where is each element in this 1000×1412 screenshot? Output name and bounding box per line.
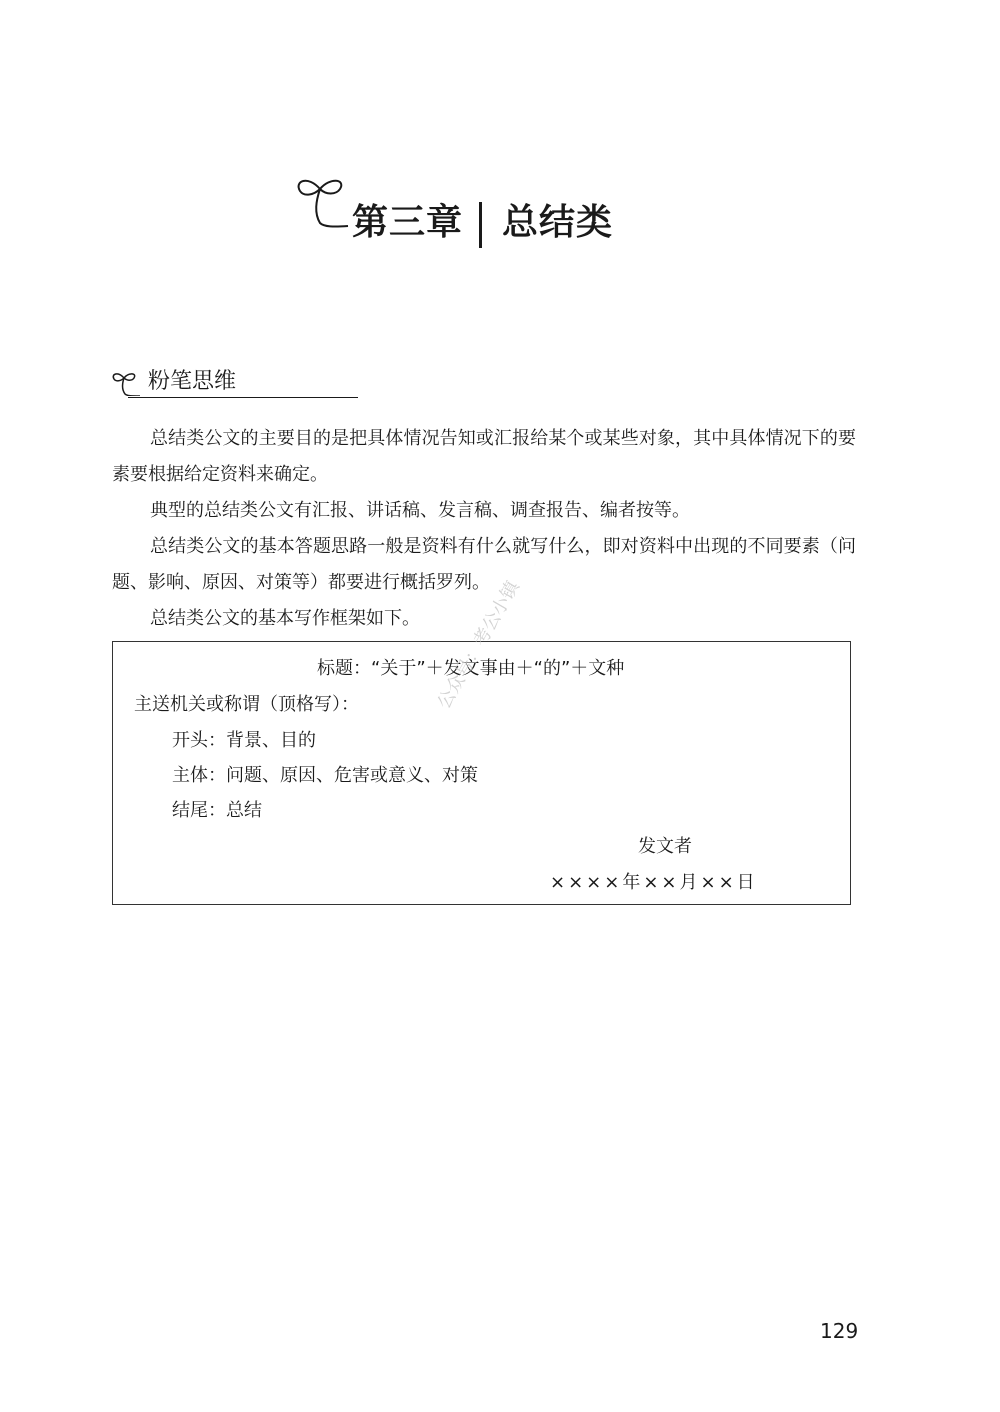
- paragraph: 总结类公文的基本答题思路一般是资料有什么就写什么，即对资料中出现的不同要素（问题、影响、原因、对策等）都要进行概括罗列。: [112, 536, 856, 593]
- framework-main: 主体：问题、原因、危害或意义、对策: [172, 765, 478, 786]
- framework-date: ××××年××月××日: [550, 872, 758, 893]
- section-heading: [110, 366, 250, 400]
- chapter-title: 总结类: [502, 202, 614, 243]
- section-title: 粉笔思维: [148, 369, 237, 394]
- paragraph: 典型的总结类公文有汇报、讲话稿、发言稿、调查报告、编者按等。: [150, 500, 690, 521]
- framework-box: [112, 641, 851, 905]
- framework-title: 标题：“关于”＋发文事由＋“的”＋文种: [317, 658, 625, 679]
- framework-opening: 开头：背景、目的: [172, 730, 316, 751]
- paragraph: 总结类公文的主要目的是把具体情况告知或汇报给某个或某些对象，其中具体情况下的要素要根据给定资料来确定。: [112, 428, 856, 485]
- chapter-divider: [479, 202, 482, 248]
- page-number: 129: [820, 1319, 859, 1343]
- paragraph: 总结类公文的基本写作框架如下。: [150, 608, 420, 629]
- framework-recipient: 主送机关或称谓（顶格写）：: [134, 694, 359, 715]
- framework-ending: 结尾：总结: [172, 800, 262, 821]
- chapter-number: 第三章: [352, 202, 464, 243]
- chapter-header: [290, 175, 650, 255]
- section-underline: [128, 397, 358, 398]
- sprout-icon: [110, 370, 140, 396]
- framework-issuer: 发文者: [638, 836, 692, 857]
- sprout-icon: [290, 175, 352, 235]
- watermark: 公众号：考公小镇: [433, 577, 524, 713]
